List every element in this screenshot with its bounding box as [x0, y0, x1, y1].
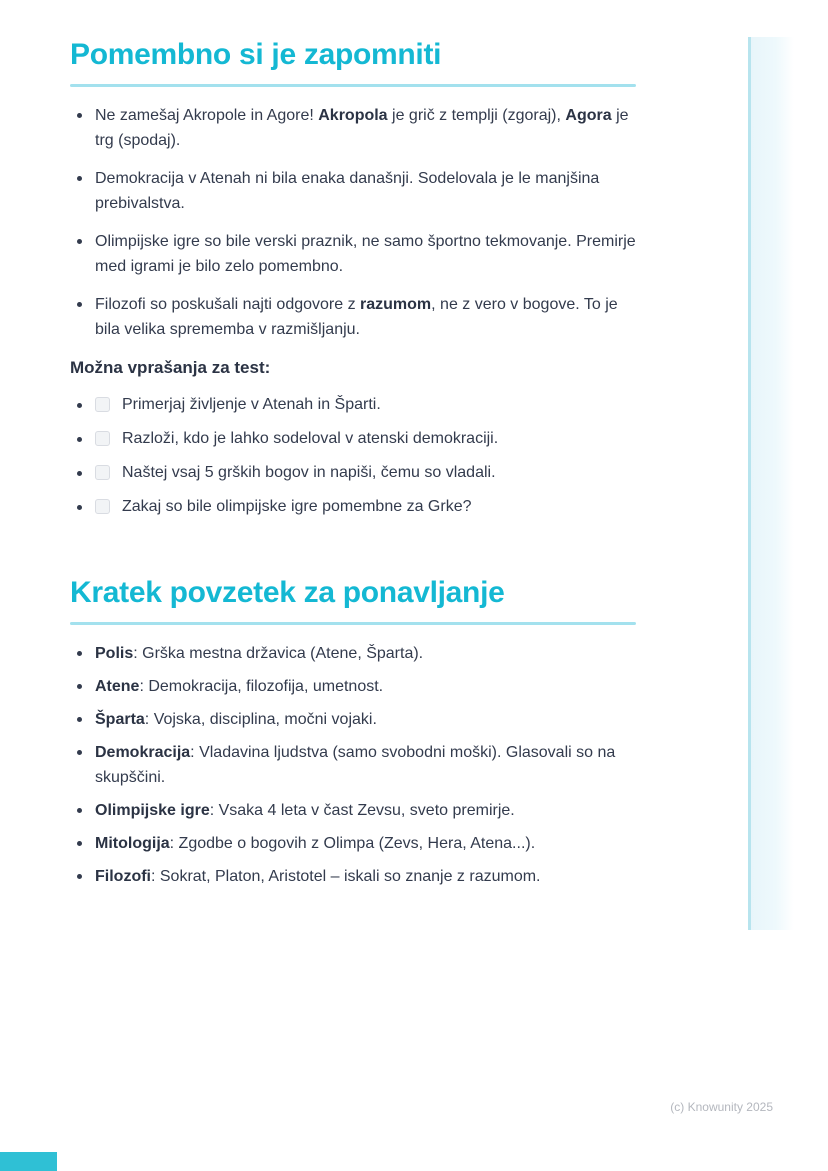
question-item — [70, 460, 636, 486]
text-segment: je grič z templji (zgoraj), — [387, 107, 566, 124]
list-item — [70, 292, 636, 342]
text-segment: je trg (spodaj). — [95, 107, 629, 149]
question-text: Zakaj so bile olimpijske igre pomembne za Grke? — [122, 498, 472, 515]
text-segment: : Grška mestna državica (Atene, Šparta). — [133, 645, 424, 662]
text-segment: Olimpijske igre so bile verski praznik, ne samo športno tekmovanje. Premirje med igrami je bilo zelo pomembno. — [95, 233, 636, 275]
summary-title: Kratek povzetek za ponavljanje — [70, 576, 505, 609]
term-bold: Agora — [565, 107, 612, 124]
summary-bullet-list — [70, 641, 636, 889]
question-item — [70, 392, 636, 418]
list-item — [70, 103, 636, 153]
question-checklist — [70, 392, 636, 520]
term-bold: Filozofi — [95, 868, 151, 885]
text-segment: : Vsaka 4 leta v čast Zevsu, sveto premirje. — [209, 802, 515, 819]
text-segment: Demokracija v Atenah ni bila enaka današnji. Sodelovala je le manjšina prebivalstva. — [95, 170, 600, 212]
text-segment: : Sokrat, Platon, Aristotel – iskali so znanje z razumom. — [150, 868, 541, 885]
questions-heading: Možna vprašanja za test: — [70, 358, 271, 377]
footer-copyright: (c) Knowunity 2025 — [670, 1100, 773, 1114]
section-summary — [70, 572, 636, 889]
term-bold: Olimpijske igre — [95, 802, 210, 819]
list-item — [70, 831, 636, 856]
term-bold: Mitologija — [95, 835, 170, 852]
term-bold: Akropola — [318, 107, 388, 124]
term-bold: Atene — [95, 678, 140, 695]
text-segment: : Vladavina ljudstva (samo svobodni moški). Glasovali so na skupščini. — [95, 744, 616, 786]
title-underline — [70, 84, 636, 87]
question-text: Razloži, kdo je lahko sodeloval v atenski demokraciji. — [122, 430, 499, 447]
question-item — [70, 494, 636, 520]
page-title: Pomembno si je zapomniti — [70, 38, 442, 71]
title-underline — [70, 622, 636, 625]
term-bold: Demokracija — [95, 744, 191, 761]
question-item — [70, 426, 636, 452]
section-important — [70, 34, 636, 520]
list-item — [70, 740, 636, 790]
term-bold: Polis — [95, 645, 134, 662]
question-checkbox[interactable] — [95, 499, 110, 514]
text-segment: : Vojska, disciplina, močni vojaki. — [144, 711, 377, 728]
page-corner-bar — [0, 1152, 57, 1171]
question-checkbox[interactable] — [95, 431, 110, 446]
term-bold: Šparta — [95, 711, 145, 728]
content-column — [70, 34, 636, 897]
notes-bullet-list — [70, 103, 636, 342]
list-item — [70, 707, 636, 732]
list-item — [70, 864, 636, 889]
text-segment: Filozofi so poskušali najti odgovore z — [95, 296, 361, 313]
question-checkbox[interactable] — [95, 465, 110, 480]
list-item — [70, 166, 636, 216]
question-text: Naštej vsaj 5 grških bogov in napiši, čemu so vladali. — [122, 464, 496, 481]
text-segment: , ne z vero v bogove. To je bila velika sprememba v razmišljanju. — [95, 296, 618, 338]
text-segment: : Zgodbe o bogovih z Olimpa (Zevs, Hera, Atena...). — [169, 835, 536, 852]
list-item — [70, 229, 636, 279]
list-item — [70, 674, 636, 699]
question-checkbox[interactable] — [95, 397, 110, 412]
list-item — [70, 641, 636, 666]
list-item — [70, 798, 636, 823]
text-segment: Ne zamešaj Akropole in Agore! — [95, 107, 319, 124]
text-segment: : Demokracija, filozofija, umetnost. — [139, 678, 384, 695]
question-text: Primerjaj življenje v Atenah in Šparti. — [122, 396, 381, 413]
term-bold: razumom — [360, 296, 432, 313]
page-edge-bar — [748, 37, 794, 930]
